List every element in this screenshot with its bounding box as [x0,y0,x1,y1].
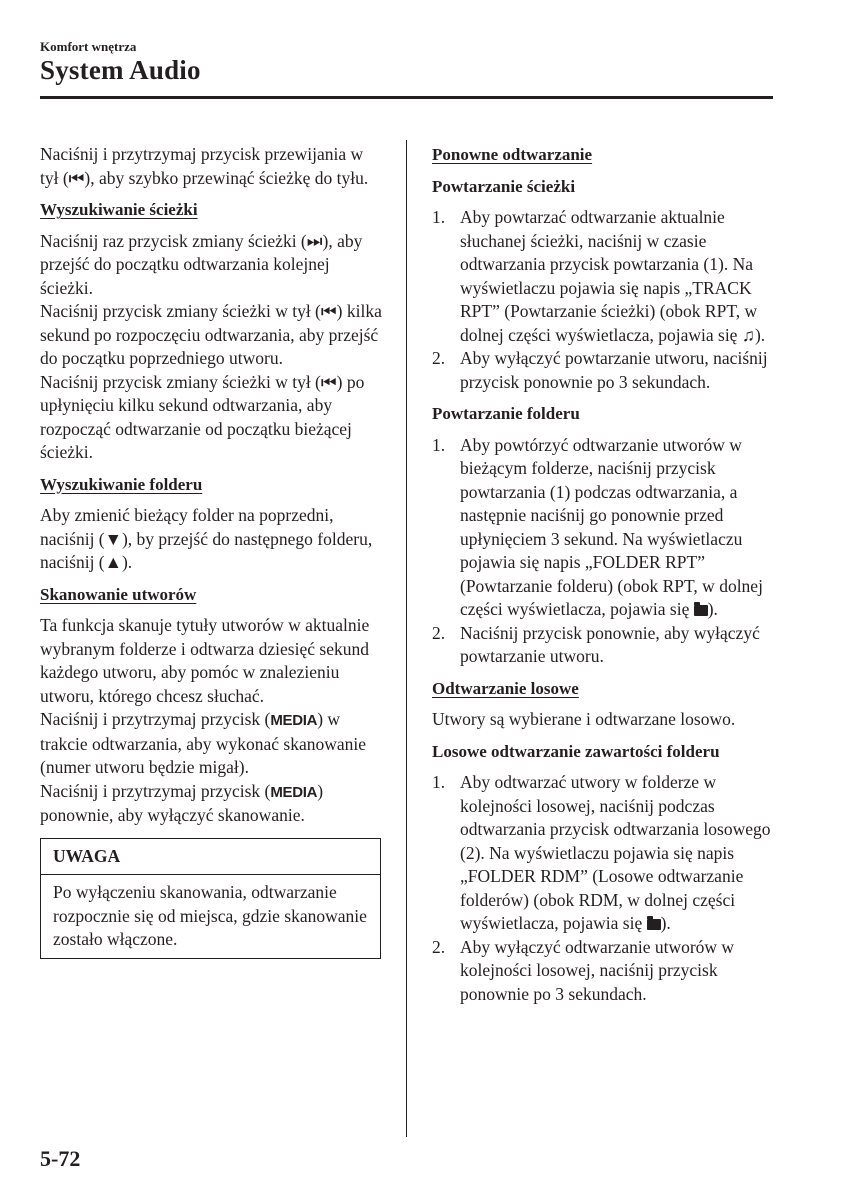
list-item [432,936,774,1007]
paragraph: Naciśnij raz przycisk zmiany ścieżki (⏭), aby przejść do początku odtwarzania kolejnej ścieżki. [40,230,363,298]
list-text: Aby wyłączyć powtarzanie utworu, naciśnij przycisk ponownie po 3 sekundach. [460,348,768,392]
list-text: Aby wyłączyć odtwarzanie utworów w kolejności losowej, naciśnij przycisk ponownie po 3 sekundach. [460,936,735,1004]
list-text: Aby powtarzać odtwarzanie aktualnie słuchanej ścieżki, naciśnij w czasie odtwarzania przycisk powtarzania (1). Na wyświetlaczu pojawia się napis „TRACK RPT” (Powtarzanie ścieżki) (obok RPT, w dolnej części wyświetlacza, pojawia się ♫). [460,207,766,345]
list-text-end: ). [707,599,718,619]
list-text: Naciśnij przycisk ponownie, aby wyłączyć powtarzanie utworu. [460,622,760,666]
paragraph: Naciśnij i przytrzymaj przycisk przewijania w tył (⏮), aby szybko przewinąć ścieżkę do tyłu. [40,144,369,188]
paragraph [40,780,385,828]
header-rule [40,96,773,99]
list-text-end: ). [660,913,671,933]
list-text: Aby powtórzyć odtwarzanie utworów w bieżącym folderze, naciśnij przycisk powtarzania (1) podczas odtwarzania, a następnie naciśnij go ponownie przed upłynięciem 3 sekund. Na wyświetlaczu pojawia się napis „FOLDER RPT” (Powtarzanie folderu) (obok RPT, w dolnej części wyświetlacza, pojawia się [460,434,763,619]
heading-folder-repeat: Powtarzanie folderu [432,404,580,423]
heading-track-search: Wyszukiwanie ścieżki [40,200,198,219]
heading-folder-search: Wyszukiwanie folderu [40,474,203,494]
list-item [432,434,774,622]
media-button-label: MEDIA [270,712,318,729]
folder-icon [694,605,708,616]
paragraph [40,708,385,780]
list-item [432,347,774,394]
right-column [432,143,774,1014]
paragraph: Naciśnij przycisk zmiany ścieżki w tył (⏮) kilka sekund po rozpoczęciu odtwarzania, aby przejść do początku poprzedniego utworu. [40,301,382,368]
heading-random: Odtwarzanie losowe [432,678,579,698]
list-number: 1. [432,434,446,455]
folder-icon [647,919,661,930]
text: Naciśnij i przytrzymaj przycisk ( [40,780,271,801]
list-number: 2. [432,622,446,643]
list-item [432,206,774,347]
text: ) w trakcie odtwarzania, aby wykonać skanowanie (numer utworu będzie migał). [40,709,367,777]
text: Naciśnij i przytrzymaj przycisk ( [40,709,271,729]
list-item [432,771,774,936]
column-divider [406,140,407,1137]
heading-repeat: Ponowne odtwarzanie [432,145,593,164]
paragraph: Naciśnij przycisk zmiany ścieżki w tył (⏮) po upłynięciu kilku sekund odtwarzania, aby rozpocząć odtwarzanie od początku bieżącej ścieżki. [40,371,365,462]
list-item [432,622,774,669]
note-box [40,838,381,959]
text: ) ponownie, aby wyłączyć skanowanie. [40,780,324,825]
folder-repeat-list [432,434,774,669]
heading-track-repeat: Powtarzanie ścieżki [432,176,576,196]
page-title: System Audio [40,55,201,85]
list-number: 1. [432,207,446,227]
heading-scan: Skanowanie utworów [40,584,197,604]
media-button-label: MEDIA [270,783,318,801]
left-column [40,143,385,959]
paragraph: Utwory są wybierane i odtwarzane losowo. [432,709,736,729]
heading-random-folder: Losowe odtwarzanie zawartości folderu [432,741,720,761]
track-repeat-list [432,206,774,394]
list-number: 2. [432,348,446,368]
list-number: 2. [432,936,446,957]
note-title: UWAGA [41,839,380,876]
list-number: 1. [432,772,446,792]
page-number: 5-72 [40,1146,81,1171]
random-folder-list [432,771,774,1006]
list-text: Aby odtwarzać utwory w folderze w kolejności losowej, naciśnij podczas odtwarzania przycisk odtwarzania losowego (2). Na wyświetlaczu pojawia się napis „FOLDER RDM” (Losowe odtwarzanie folderów) (obok RDM, w dolnej części wyświetlacza, pojawia się [460,772,771,933]
paragraph: Aby zmienić bieżący folder na poprzedni, naciśnij (▼), by przejść do następnego folderu, naciśnij (▲). [40,505,373,572]
note-body: Po wyłączeniu skanowania, odtwarzanie rozpocznie się od miejsca, gdzie skanowanie zostało włączone. [53,882,367,949]
section-label: Komfort wnętrza [40,39,137,54]
paragraph: Ta funkcja skanuje tytuły utworów w aktualnie wybranym folderze i odtwarza dziesięć sekund każdego utworu, aby pomóc w znalezieniu utworu, którego chcesz słuchać. [40,615,370,706]
